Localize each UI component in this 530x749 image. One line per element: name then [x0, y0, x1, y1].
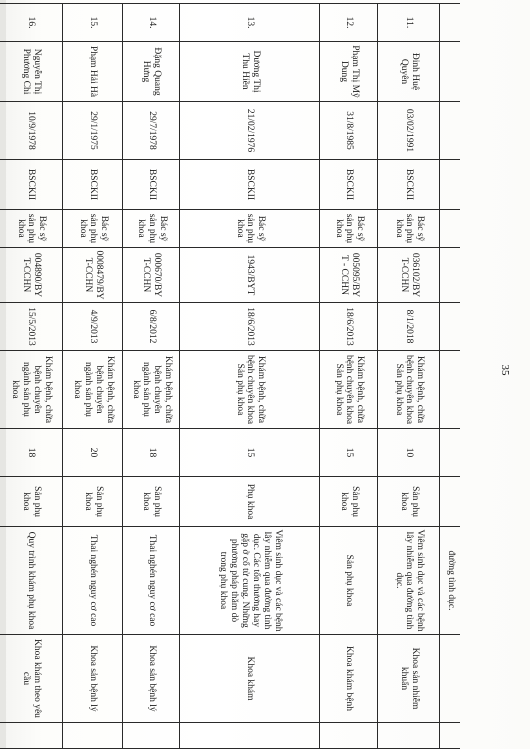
cell-date: 8/1/2018 [378, 303, 440, 351]
cell-date: 6/8/2012 [123, 303, 180, 351]
table-row [0, 4, 63, 749]
cell-unit: Khoa sản bệnh lý [123, 635, 180, 723]
cell-date: 15/5/2013 [0, 303, 63, 351]
cell-date: 4/9/2013 [63, 303, 123, 351]
table-row-partial [440, 4, 460, 749]
table-row [378, 4, 440, 749]
page-number: 35 [499, 364, 511, 376]
cell-unit: Khoa khám theo yêu cầu [0, 635, 63, 723]
cell-dob: 31/8/1985 [320, 102, 378, 160]
cell-title: Bác sỹ sản phụ khoa [0, 210, 63, 248]
cell-cert: 000670/BYT-CCHN [123, 248, 180, 303]
cell-dob: 03/02/1991 [378, 102, 440, 160]
cell-unit: Khoa khám bệnh [320, 635, 378, 723]
cell-degree: BSCKII [378, 160, 440, 210]
cell-dob: 10/9/1978 [0, 102, 63, 160]
cell-scope: Khám bệnh, chữa bệnh chuyên khoa Sản phụ khoa [378, 351, 440, 429]
cell-scope: Khám bệnh, chữa bệnh chuyên ngành sản phụ khoa [0, 351, 63, 429]
cell-field: Sản phụ khoa [378, 477, 440, 527]
cell-name: Phạm Thị Mỹ Dung [320, 42, 378, 102]
cell-name: Nguyễn Thị Phương Chi [0, 42, 63, 102]
cell-hours: 10 [378, 429, 440, 477]
cell-unit: Khoa khám [180, 635, 320, 723]
cell-name: Phạm Hải Hà [63, 42, 123, 102]
cell-no: 13. [180, 4, 320, 42]
cell-scope: Khám bệnh, chữa bệnh chuyên khoa Sản phụ khoa [180, 351, 320, 429]
cell-no: 11. [378, 4, 440, 42]
cell-cert: 1943/BYT [180, 248, 320, 303]
cell-hours: 18 [0, 429, 63, 477]
cell-hours: 18 [123, 429, 180, 477]
table-row [320, 4, 378, 749]
cell-degree: BSCKII [320, 160, 378, 210]
cell-title: Bác sỹ sản phụ khoa [378, 210, 440, 248]
cell-degree: BSCKII [0, 160, 63, 210]
cell-research: Sản phụ khoa [320, 527, 378, 635]
cell-scope: Khám bệnh, chữa bệnh chuyên khoa Sản phụ khoa [320, 351, 378, 429]
cell-name: Đinh Huệ Quyên [378, 42, 440, 102]
table-row [63, 4, 123, 749]
cell-hours: 15 [320, 429, 378, 477]
cell-no: 16. [0, 4, 63, 42]
cell-title: Bác sỹ sản phụ khoa [63, 210, 123, 248]
cell-research: Quy trình khám phụ khoa [0, 527, 63, 635]
cell-dob: 21/02/1976 [180, 102, 320, 160]
cell-title: Bác sỹ sản phụ khoa [123, 210, 180, 248]
cell-date: 18/6/2013 [180, 303, 320, 351]
cell-research: Thai nghén nguy cơ cao [63, 527, 123, 635]
cell-unit: Khoa sản nhiễm khuẩn [378, 635, 440, 723]
cell-dob: 29/7/1978 [123, 102, 180, 160]
cell-cert: 005095/BYT - CCHN [320, 248, 378, 303]
cell-no: 14. [123, 4, 180, 42]
cell-date: 18/6/2013 [320, 303, 378, 351]
cell-degree: BSCKII [123, 160, 180, 210]
cell-no: 15. [63, 4, 123, 42]
cell-cert: 004890/BYT-CCHN [0, 248, 63, 303]
cell-field: Phụ khoa [180, 477, 320, 527]
cell-research: Thai nghén nguy cơ cao [123, 527, 180, 635]
partial-cell-research: đường tình dục. [440, 527, 460, 635]
cell-field: Sản phụ khoa [63, 477, 123, 527]
cell-degree: BSCKII [63, 160, 123, 210]
cell-cert: 036102/BYT-CCHN [378, 248, 440, 303]
cell-research: Viêm sinh dục và các bệnh lây nhiễm qua đường tình dục. Các tổn thương hay gặp ở cổ tử cung. Những phương pháp thăm dò trong phụ khoa [180, 527, 320, 635]
cell-field: Sản phụ khoa [320, 477, 378, 527]
cell-research: Viêm sinh dục và các bệnh lây nhiễm qua đường tình dục. [378, 527, 440, 635]
cell-title: Bác sỹ sản phụ khoa [180, 210, 320, 248]
cell-hours: 20 [63, 429, 123, 477]
staff-table [0, 3, 460, 749]
cell-name: Dương Thị Thu Hiền [180, 42, 320, 102]
cell-unit: Khoa sản bệnh lý [63, 635, 123, 723]
cell-scope: Khám bệnh, chữa bệnh chuyên ngành sản phụ khoa [63, 351, 123, 429]
cell-name: Đặng Quang Hưng [123, 42, 180, 102]
cell-field: Sản phụ khoa [123, 477, 180, 527]
cell-field: Sản phụ khoa [0, 477, 63, 527]
cell-dob: 29/1/1975 [63, 102, 123, 160]
cell-title: Bác sỹ sản phụ khoa [320, 210, 378, 248]
cell-degree: BSCKII [180, 160, 320, 210]
rotated-table-container [0, 3, 460, 748]
table-row [180, 4, 320, 749]
table-row [123, 4, 180, 749]
cell-hours: 15 [180, 429, 320, 477]
cell-scope: Khám bệnh, chữa bệnh chuyên ngành sản phụ khoa [123, 351, 180, 429]
cell-no: 12. [320, 4, 378, 42]
cell-cert: 0008479/BYT-CCHN [63, 248, 123, 303]
